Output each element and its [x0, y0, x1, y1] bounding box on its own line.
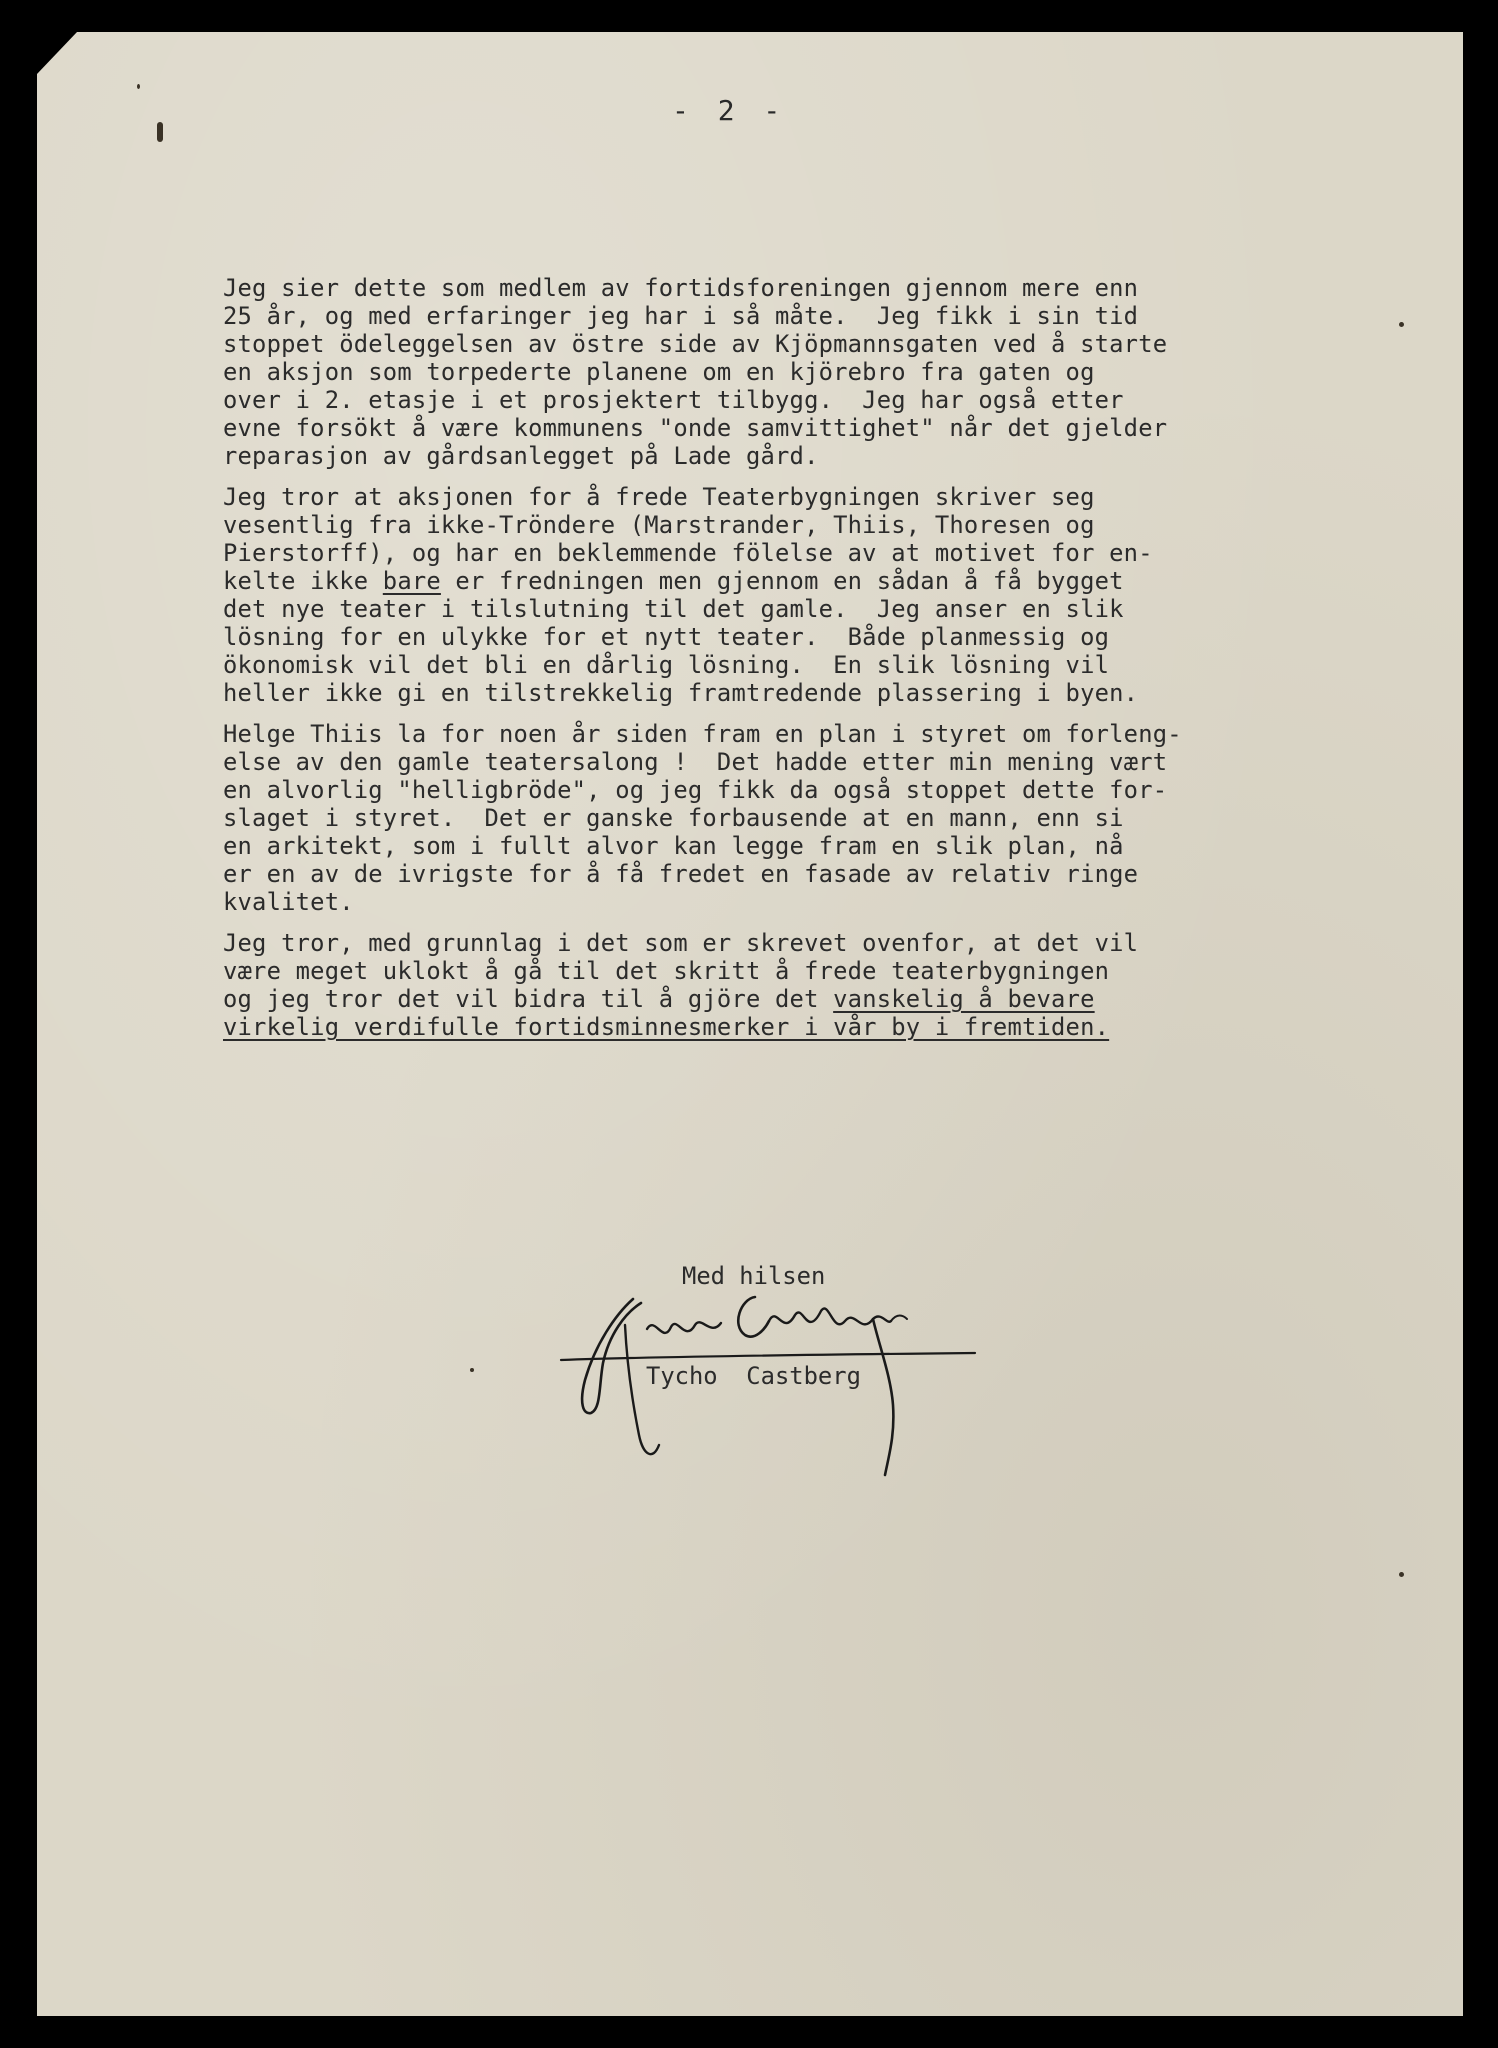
paper-mark: [137, 84, 140, 89]
text-line: en arkitekt, som i fullt alvor kan legge fram en slik plan, nå: [223, 832, 1124, 860]
text-line: else av den gamle teatersalong ! Det hadde etter min mening vært: [223, 748, 1168, 776]
text-line: er en av de ivrigste for å få fredet en fasade av relativ ringe: [223, 860, 1139, 888]
closing-salutation: Med hilsen: [682, 1262, 826, 1290]
text-line: det nye teater i tilslutning til det gamle. Jeg anser en slik: [223, 595, 1124, 623]
text-line: vesentlig fra ikke-Tröndere (Marstrander, Thiis, Thoresen og: [223, 511, 1095, 539]
paper-mark: [1399, 1572, 1404, 1577]
text-line: evne forsökt å være kommunens "onde samvittighet" når det gjelder: [223, 414, 1168, 442]
text-line: reparasjon av gårdsanlegget på Lade gård.: [223, 442, 819, 470]
text-segment: og jeg tror det vil bidra til å gjöre det: [223, 985, 834, 1013]
text-line: [223, 1013, 1363, 1041]
text-line: en aksjon som torpederte planene om en kjörebro fra gaten og: [223, 358, 1095, 386]
text-line: Pierstorff), og har en beklemmende fölelse av at motivet for en-: [223, 539, 1153, 567]
paragraph-4: [223, 929, 1363, 1041]
paper-mark: [470, 1368, 474, 1372]
text-line: Helge Thiis la for noen år siden fram en plan i styret om forleng-: [223, 720, 1182, 748]
paragraph-1: [223, 274, 1363, 470]
text-line: lösning for en ulykke for et nytt teater. Både planmessig og: [223, 623, 1110, 651]
text-segment: er fredningen men gjennom en sådan å få bygget: [440, 567, 1124, 595]
text-line: ökonomisk vil det bli en dårlig lösning. En slik lösning vil: [223, 651, 1110, 679]
page-number: - 2 -: [672, 94, 787, 127]
text-line: være meget uklokt å gå til det skritt å frede teaterbygningen: [223, 957, 1110, 985]
text-line: Jeg sier dette som medlem av fortidsforeningen gjennom mere enn: [223, 274, 1139, 302]
paragraph-2: [223, 483, 1363, 707]
paragraph-3: [223, 720, 1363, 916]
paper-mark: [1399, 322, 1404, 327]
letter-body: [223, 274, 1363, 1054]
text-line: en alvorlig "helligbröde", og jeg fikk da også stoppet dette for-: [223, 776, 1168, 804]
text-line: heller ikke gi en tilstrekkelig framtredende plassering i byen.: [223, 679, 1139, 707]
underlined-phrase: vanskelig å bevare: [833, 985, 1095, 1013]
underlined-phrase: virkelig verdifulle fortidsminnesmerker i vår by i fremtiden.: [223, 1013, 1110, 1041]
text-line: slaget i styret. Det er ganske forbausende at en mann, enn si: [223, 804, 1124, 832]
text-line: Jeg tror at aksjonen for å frede Teaterbygningen skriver seg: [223, 483, 1095, 511]
text-line: 25 år, og med erfaringer jeg har i så måte. Jeg fikk i sin tid: [223, 302, 1139, 330]
typed-signatory-name: Tycho Castberg: [646, 1362, 861, 1390]
text-line: Jeg tror, med grunnlag i det som er skrevet ovenfor, at det vil: [223, 929, 1139, 957]
text-line: [223, 567, 1363, 595]
text-line: stoppet ödeleggelsen av östre side av Kjöpmannsgaten ved å starte: [223, 330, 1168, 358]
underlined-word: bare: [382, 567, 441, 595]
text-line: [223, 985, 1363, 1013]
text-line: kvalitet.: [223, 888, 354, 916]
folded-corner: [37, 32, 77, 74]
text-segment: kelte ikke: [223, 567, 383, 595]
paper-mark: [157, 122, 163, 142]
text-line: over i 2. etasje i et prosjektert tilbygg. Jeg har også etter: [223, 386, 1124, 414]
